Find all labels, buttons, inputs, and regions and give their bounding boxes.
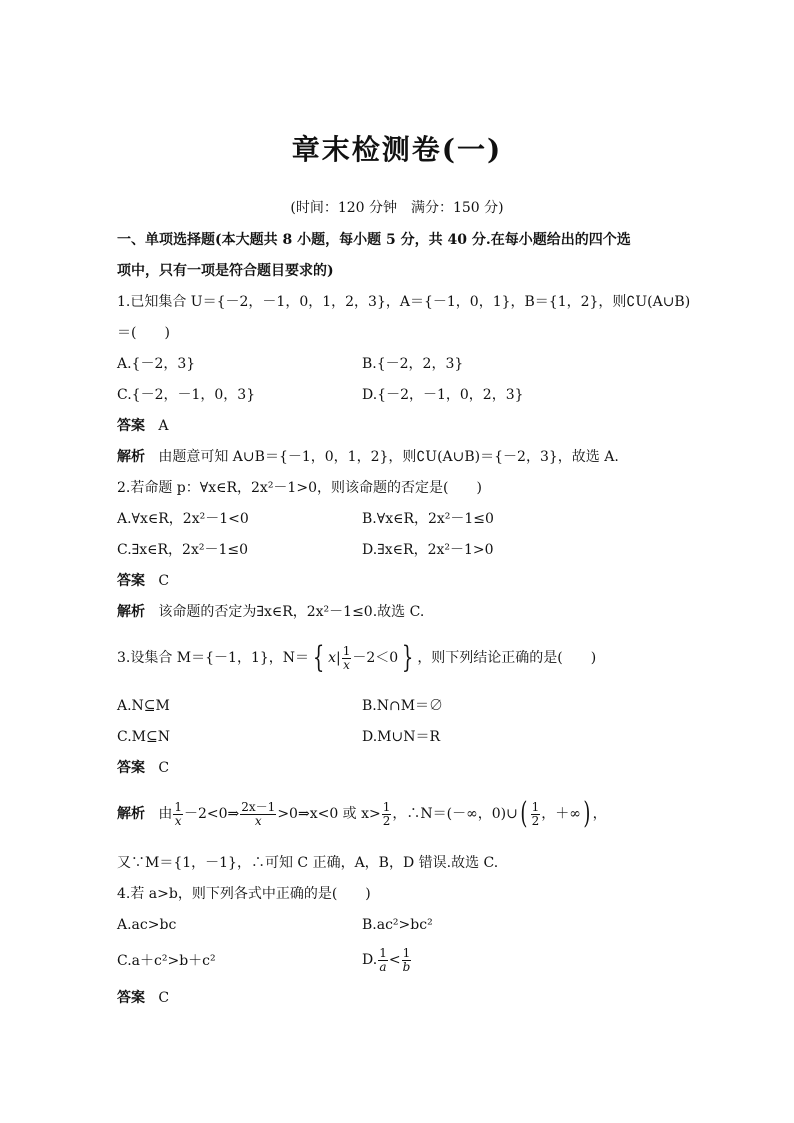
- fraction: [342, 645, 352, 672]
- q1-option-a: A.{－2，3}: [117, 356, 196, 372]
- q4-option-b: B.ac²>bc²: [362, 917, 433, 933]
- q3-option-a: A.N⊆M: [117, 698, 170, 714]
- right-paren: ): [583, 796, 591, 831]
- q3-option-c: C.M⊆N: [117, 729, 170, 745]
- fraction-denominator: a: [379, 959, 387, 974]
- fraction-numerator: 2x－1: [241, 799, 276, 814]
- exam-info: (时间：120 分钟 满分：150 分): [290, 200, 504, 216]
- q3-answer: [117, 758, 169, 778]
- q4-option-d: [362, 942, 412, 978]
- q3-option-d: D.M∪N＝R: [362, 729, 441, 745]
- q2-option-d: D.∃x∈R，2x²－1>0: [362, 542, 494, 558]
- analysis-text: 由题意可知 A∪B＝{－1，0，1，2}，则∁U(A∪B)＝{－2，3}，故选 A.: [158, 449, 619, 465]
- q1-answer: [117, 416, 168, 436]
- q2-option-c: C.∃x∈R，2x²－1≤0: [117, 542, 249, 558]
- fraction-denominator: 2: [382, 813, 391, 828]
- answer-value: A: [158, 418, 169, 434]
- left-brace: {: [312, 640, 325, 675]
- q2-option-a: A.∀x∈R，2x²－1<0: [117, 511, 249, 527]
- q1-option-c: C.{－2，－1，0，3}: [117, 387, 256, 403]
- q3-analysis-line2: 又∵M＝{1，－1}，∴可知 C 正确，A，B，D 错误.故选 C.: [117, 855, 499, 871]
- inequality-sign: <: [388, 952, 401, 968]
- option-prefix: D.: [362, 952, 378, 968]
- q3-option-b: B.N∩M＝∅: [362, 698, 444, 714]
- set-variable: x: [328, 650, 337, 666]
- fraction-denominator: x: [254, 813, 262, 828]
- q3-analysis: [117, 796, 607, 832]
- q1-option-d: D.{－2，－1，0，2，3}: [362, 387, 524, 403]
- q4-answer: [117, 988, 169, 1008]
- q2-stem: 2.若命题 p：∀x∈R，2x²－1>0，则该命题的否定是( ): [117, 480, 482, 496]
- answer-value: C: [158, 990, 170, 1006]
- q1-analysis: [117, 447, 619, 467]
- answer-label: 答案: [117, 418, 145, 434]
- fraction-numerator: 1: [174, 799, 182, 814]
- fraction-denominator: b: [402, 959, 411, 974]
- analysis-label: 解析: [117, 449, 145, 465]
- fraction-numerator: 1: [379, 945, 387, 960]
- analysis-label: 解析: [117, 604, 145, 620]
- fraction-numerator: 1: [402, 945, 411, 960]
- analysis-text: ，: [592, 806, 607, 822]
- q2-answer: [117, 571, 169, 591]
- right-brace: }: [402, 640, 414, 675]
- fraction: [173, 801, 183, 828]
- section-heading-line1: 一、单项选择题(本大题共 8 小题，每小题 5 分，共 40 分.在每小题给出的四个选: [117, 232, 631, 248]
- set-condition: －2＜0: [352, 650, 399, 666]
- fraction-numerator: 1: [531, 799, 540, 814]
- fraction: [378, 947, 388, 974]
- analysis-text: ，＋∞: [541, 806, 581, 822]
- analysis-label: 解析: [117, 806, 145, 822]
- q4-option-a: A.ac>bc: [117, 917, 177, 933]
- analysis-text: 该命题的否定为∃x∈R，2x²－1≤0.故选 C.: [158, 604, 425, 620]
- fraction: [240, 801, 276, 828]
- analysis-text: ，∴N＝(－∞，0)∪: [392, 806, 518, 822]
- fraction-denominator: x: [343, 657, 350, 672]
- answer-label: 答案: [117, 990, 145, 1006]
- analysis-text: 由: [158, 806, 173, 822]
- fraction-denominator: x: [174, 813, 182, 828]
- q3-stem-start: 3.设集合 M＝{－1，1}，N＝: [117, 650, 310, 666]
- fraction: [382, 801, 392, 828]
- answer-label: 答案: [117, 760, 145, 776]
- q1-stem-line1: 1.已知集合 U＝{－2，－1，0，1，2，3}，A＝{－1，0，1}，B＝{1，2}，则∁U(A∪B): [117, 294, 691, 310]
- q3-stem: 3.设集合 M＝{－1，1}，N＝ { x| $\frac{1}{x}$ －2＜0 } ，则下列结论正确的是( ): [117, 640, 597, 675]
- page-title: 章末检测卷(一): [291, 133, 503, 166]
- q1-option-b: B.{－2，2，3}: [362, 356, 464, 372]
- answer-label: 答案: [117, 573, 145, 589]
- q2-option-b: B.∀x∈R，2x²－1≤0: [362, 511, 494, 527]
- fraction-numerator: 1: [342, 643, 351, 658]
- answer-value: C: [158, 573, 170, 589]
- fraction: [402, 947, 412, 974]
- answer-value: C: [158, 760, 170, 776]
- q4-stem: 4.若 a>b，则下列各式中正确的是( ): [117, 886, 371, 902]
- q1-stem-line2: ＝( ): [117, 325, 170, 341]
- analysis-text: －2<0⇒: [184, 806, 240, 822]
- q2-analysis: [117, 602, 424, 622]
- left-paren: (: [520, 796, 528, 831]
- q4-option-c: C.a＋c²>b＋c²: [117, 953, 216, 969]
- fraction-numerator: 1: [382, 799, 391, 814]
- q3-stem-end: ，则下列结论正确的是( ): [417, 650, 597, 666]
- fraction: [531, 801, 541, 828]
- fraction-denominator: 2: [531, 813, 540, 828]
- section-heading-line2: 项中，只有一项是符合题目要求的): [117, 263, 334, 279]
- analysis-text: >0⇒x<0 或 x>: [277, 806, 381, 822]
